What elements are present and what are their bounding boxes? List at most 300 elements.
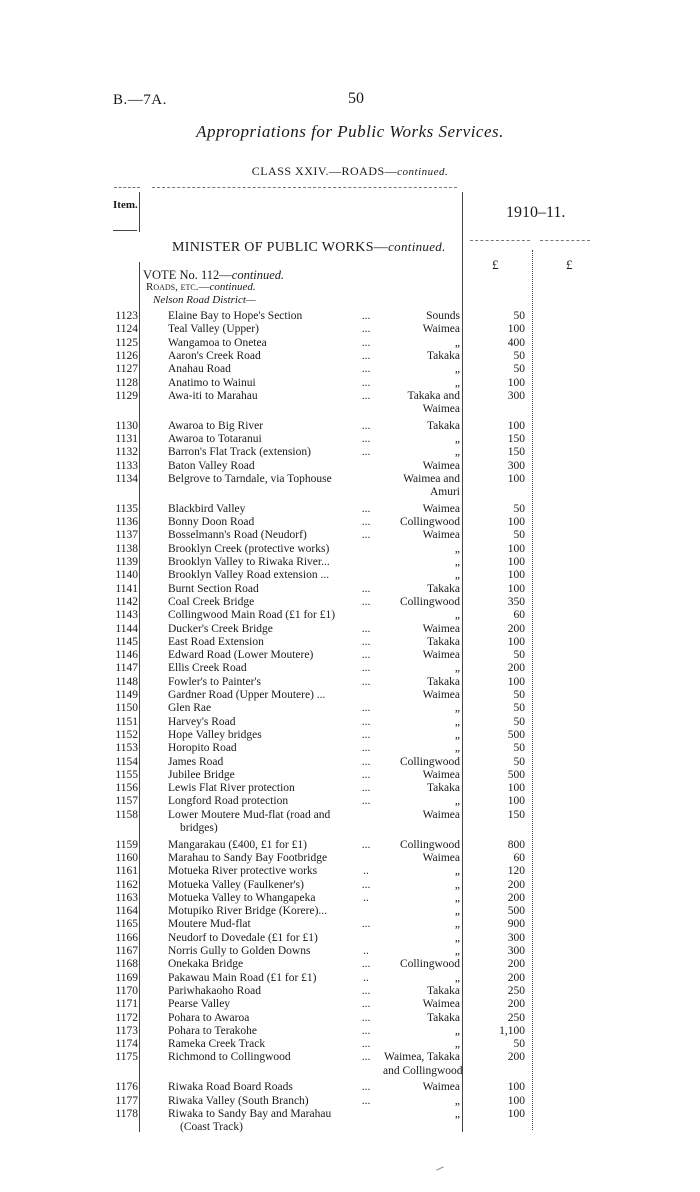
item-description: Pearse Valley <box>168 998 231 1011</box>
item-number: 1156 <box>115 782 138 795</box>
table-row <box>0 529 700 542</box>
district-name: „ <box>454 376 460 389</box>
amount: 50 <box>513 310 525 322</box>
amount: 200 <box>507 891 525 904</box>
amount: 300 <box>507 931 525 944</box>
district-name: „ <box>454 1024 460 1037</box>
leader-dots: ... <box>361 446 371 459</box>
district-name: „ <box>454 878 460 891</box>
item-description: Motueka River protective works <box>168 865 318 878</box>
amount: 50 <box>513 649 525 662</box>
amount: 100 <box>507 516 525 529</box>
district-name: „ <box>454 1108 460 1120</box>
leader-dots: ... <box>361 728 371 741</box>
district-name: „ <box>454 931 460 944</box>
item-description: Fowler's to Painter's <box>168 675 261 688</box>
item-description-continued: bridges) <box>180 822 218 835</box>
district-name: „ <box>454 336 460 349</box>
amount: 100 <box>507 782 525 795</box>
item-number: 1130 <box>115 419 138 432</box>
table-row <box>0 596 700 609</box>
amount: 100 <box>507 556 525 569</box>
leader-dots: ... <box>361 336 371 349</box>
class-heading-cont: continued. <box>397 166 449 178</box>
amount: 300 <box>507 945 525 958</box>
item-description: Pariwhakaoho Road <box>168 984 261 997</box>
item-number: 1163 <box>115 891 138 904</box>
district-name: Collingwood <box>399 516 460 529</box>
item-description: Motueka Valley to Whangapeka <box>168 891 316 904</box>
amount: 300 <box>507 389 525 402</box>
pound-symbol-2: £ <box>566 257 573 272</box>
table-row <box>0 809 700 822</box>
item-description: Pohara to Terakohe <box>168 1024 258 1037</box>
item-description: Awaroa to Big River <box>168 419 264 432</box>
leader-dots: ... <box>361 635 371 648</box>
item-description: East Road Extension <box>168 635 264 648</box>
district-name: Waimea, Takaka <box>384 1051 460 1064</box>
year-column-header: 1910–11. <box>506 204 566 221</box>
table-row <box>0 985 700 998</box>
amount: 200 <box>507 622 525 635</box>
item-number: 1126 <box>115 349 138 362</box>
item-description: Motueka Valley (Faulkener's) <box>168 878 304 891</box>
leader-dots: ... <box>361 1081 371 1094</box>
table-row <box>0 839 700 852</box>
item-number: 1164 <box>115 905 138 918</box>
item-description: Lewis Flat River protection <box>168 782 295 795</box>
item-description: Lower Moutere Mud-flat (road and <box>168 808 331 821</box>
item-column-header: Item. <box>113 199 138 211</box>
table-row <box>0 473 700 486</box>
pound-symbol-1: £ <box>492 257 499 272</box>
leader-dots: ... <box>361 363 371 376</box>
district-name: „ <box>454 918 460 931</box>
item-description: Awa-iti to Marahau <box>168 389 258 402</box>
item-number: 1138 <box>115 542 138 555</box>
item-number: 1127 <box>115 363 138 376</box>
item-description: Barron's Flat Track (extension) <box>168 446 311 459</box>
item-number: 1131 <box>115 433 138 446</box>
district-heading: Nelson Road District— <box>153 294 256 306</box>
roads-heading-text: Roads, etc.— <box>146 281 210 293</box>
table-row <box>0 782 700 795</box>
item-description: Horopito Road <box>168 742 237 755</box>
table-row <box>0 446 700 459</box>
leader-dots: ... <box>361 998 371 1011</box>
amount: 50 <box>513 742 525 755</box>
year-rule <box>470 240 530 241</box>
district-name: Waimea <box>422 851 460 864</box>
district-name: Collingwood <box>399 958 460 971</box>
item-description: Riwaka Road Board Roads <box>168 1081 293 1094</box>
item-number: 1137 <box>115 529 138 542</box>
leader-dots: ... <box>361 1094 371 1107</box>
district-name-continued: Amuri <box>429 486 460 499</box>
table-row <box>0 363 700 376</box>
leader-dots: ... <box>361 742 371 755</box>
amount: 100 <box>507 582 525 595</box>
item-description: Brooklyn Valley to Riwaka River... <box>168 556 330 569</box>
item-description: Blackbird Valley <box>168 502 246 515</box>
amount: 1,100 <box>499 1024 525 1037</box>
item-number: 1160 <box>115 851 138 864</box>
item-description: Ellis Creek Road <box>168 662 247 675</box>
item-description: Moutere Mud-flat <box>168 918 251 931</box>
leader-dots: ... <box>361 715 371 728</box>
item-number: 1150 <box>115 702 138 715</box>
district-name: Waimea <box>422 808 460 821</box>
table-row <box>0 918 700 931</box>
district-name: „ <box>454 1038 460 1051</box>
roads-heading <box>146 281 256 293</box>
district-name: „ <box>454 728 460 741</box>
item-number: 1167 <box>115 945 138 958</box>
item-description-continued: (Coast Track) <box>180 1121 243 1134</box>
district-name: Takaka <box>426 635 460 648</box>
item-number: 1129 <box>115 389 138 402</box>
item-description: Coal Creek Bridge <box>168 595 255 608</box>
leader-dots: ... <box>361 918 371 931</box>
page-number: 50 <box>348 90 364 107</box>
item-number: 1155 <box>115 768 138 781</box>
amount: 100 <box>507 1094 525 1107</box>
district-name: Waimea <box>422 323 460 336</box>
amount: 150 <box>507 808 525 821</box>
table-row <box>0 609 700 622</box>
item-number: 1133 <box>115 459 138 472</box>
item-number: 1165 <box>115 918 138 931</box>
item-description: Richmond to Collingwood <box>168 1051 291 1064</box>
item-number: 1153 <box>115 742 138 755</box>
leader-dots: .. <box>363 865 369 878</box>
leader-dots: ... <box>361 958 371 971</box>
amount: 100 <box>507 323 525 336</box>
table-row <box>0 1095 700 1108</box>
item-number: 1157 <box>115 795 138 808</box>
header-rule-left <box>114 187 140 188</box>
item-number: 1176 <box>115 1081 138 1094</box>
amount: 100 <box>507 542 525 555</box>
amount: 120 <box>507 865 525 878</box>
district-name-continued: Waimea <box>422 403 460 416</box>
leader-dots: ... <box>361 675 371 688</box>
table-row-continuation <box>0 403 700 416</box>
leader-dots: ... <box>361 310 371 322</box>
item-number: 1147 <box>115 662 138 675</box>
district-name: Waimea <box>422 768 460 781</box>
item-number: 1132 <box>115 446 138 459</box>
table-row <box>0 756 700 769</box>
item-number: 1146 <box>115 649 138 662</box>
item-number: 1135 <box>115 502 138 515</box>
amount: 100 <box>507 795 525 808</box>
leader-dots: .. <box>363 891 369 904</box>
vote-heading-text: VOTE No. 112— <box>143 268 232 282</box>
amount: 200 <box>507 662 525 675</box>
amount: 50 <box>513 1038 525 1051</box>
district-name: „ <box>454 569 460 582</box>
item-number: 1145 <box>115 635 138 648</box>
item-description: Belgrove to Tarndale, via Tophouse <box>168 472 332 485</box>
class-heading <box>0 164 700 179</box>
table-row <box>0 433 700 446</box>
district-name: Takaka <box>426 782 460 795</box>
amount: 50 <box>513 702 525 715</box>
table-row <box>0 503 700 516</box>
leader-dots: ... <box>361 1024 371 1037</box>
item-column-rule-top <box>139 192 140 232</box>
item-description: Longford Road protection <box>168 795 289 808</box>
table-row <box>0 1051 700 1064</box>
amount: 200 <box>507 958 525 971</box>
leader-dots: ... <box>361 662 371 675</box>
district-name: Collingwood <box>399 755 460 768</box>
item-number: 1149 <box>115 689 138 702</box>
roads-heading-cont: continued. <box>209 281 256 293</box>
district-name: „ <box>454 702 460 715</box>
table-row <box>0 905 700 918</box>
item-number: 1148 <box>115 675 138 688</box>
item-description: Burnt Section Road <box>168 582 259 595</box>
table-row <box>0 390 700 403</box>
item-description: Wangamoa to Onetea <box>168 336 267 349</box>
amount: 400 <box>507 336 525 349</box>
item-description: Aaron's Creek Road <box>168 349 261 362</box>
district-name: Waimea <box>422 998 460 1011</box>
amount: 100 <box>507 419 525 432</box>
page-mark <box>436 1166 444 1170</box>
table-row <box>0 1108 700 1121</box>
item-description: Marahau to Sandy Bay Footbridge <box>168 851 328 864</box>
header-rule-mid <box>152 187 457 188</box>
table-row-continuation <box>0 1121 700 1134</box>
item-description: Motupiko River Bridge (Korere)... <box>168 905 328 918</box>
district-name: Waimea <box>422 649 460 662</box>
leader-dots: ... <box>361 838 371 851</box>
district-name: „ <box>454 1094 460 1107</box>
item-description: Mangarakau (£400, £1 for £1) <box>168 838 307 851</box>
item-description: Rameka Creek Track <box>168 1038 266 1051</box>
item-number: 1177 <box>115 1094 138 1107</box>
leader-dots: ... <box>361 389 371 402</box>
table-row-continuation <box>0 486 700 499</box>
item-number: 1128 <box>115 376 138 389</box>
district-name: „ <box>454 795 460 808</box>
district-name: Waimea and <box>403 472 460 485</box>
item-number: 1151 <box>115 715 138 728</box>
year-rule-right <box>540 240 590 241</box>
amount: 50 <box>513 755 525 768</box>
table-row <box>0 636 700 649</box>
table-row-continuation <box>0 1065 700 1078</box>
item-description: Bonny Doon Road <box>168 516 255 529</box>
amount: 800 <box>507 838 525 851</box>
amount: 60 <box>513 851 525 864</box>
amount: 900 <box>507 918 525 931</box>
amount: 100 <box>507 1081 525 1094</box>
table-row <box>0 662 700 675</box>
item-description: Neudorf to Dovedale (£1 for £1) <box>168 931 318 944</box>
item-description: Bosselmann's Road (Neudorf) <box>168 529 307 542</box>
item-number: 1162 <box>115 878 138 891</box>
amount: 500 <box>507 905 525 918</box>
item-description: Brooklyn Valley Road extension ... <box>168 569 330 582</box>
amount: 200 <box>507 1051 525 1064</box>
item-number: 1124 <box>115 323 138 336</box>
leader-dots: .. <box>363 971 369 984</box>
amount: 100 <box>507 472 525 485</box>
leader-dots: ... <box>361 622 371 635</box>
leader-dots: ... <box>361 376 371 389</box>
amount: 100 <box>507 635 525 648</box>
item-description: Awaroa to Totaranui <box>168 433 262 446</box>
leader-dots: ... <box>361 419 371 432</box>
leader-dots: .. <box>363 945 369 958</box>
item-description: Riwaka to Sandy Bay and Marahau <box>168 1108 332 1120</box>
item-description: Harvey's Road <box>168 715 236 728</box>
item-description: Glen Rae <box>168 702 212 715</box>
table-row <box>0 556 700 569</box>
amount: 350 <box>507 595 525 608</box>
amount: 300 <box>507 459 525 472</box>
district-name: „ <box>454 715 460 728</box>
table-row <box>0 569 700 582</box>
item-description: Anahau Road <box>168 363 231 376</box>
leader-dots: ... <box>361 529 371 542</box>
table-row-continuation <box>0 822 700 835</box>
table-row <box>0 958 700 971</box>
table-row <box>0 879 700 892</box>
ministry-heading <box>172 239 446 256</box>
report-reference: B.—7A. <box>113 92 167 108</box>
item-number: 1158 <box>115 808 138 821</box>
item-number: 1171 <box>115 998 138 1011</box>
item-number: 1139 <box>115 556 138 569</box>
district-name: „ <box>454 865 460 878</box>
table-row <box>0 323 700 336</box>
leader-dots: ... <box>361 502 371 515</box>
item-number: 1141 <box>115 582 138 595</box>
table-row <box>0 1081 700 1094</box>
district-name: Takaka <box>426 582 460 595</box>
leader-dots: ... <box>361 433 371 446</box>
item-number: 1134 <box>115 472 138 485</box>
district-name: Waimea <box>422 459 460 472</box>
amount: 200 <box>507 998 525 1011</box>
item-number: 1140 <box>115 569 138 582</box>
item-number: 1174 <box>115 1038 138 1051</box>
leader-dots: ... <box>361 323 371 336</box>
table-row <box>0 377 700 390</box>
item-description: Riwaka Valley (South Branch) <box>168 1094 309 1107</box>
district-name-continued: and Collingwood <box>383 1064 463 1077</box>
item-description: Norris Gully to Golden Downs <box>168 945 311 958</box>
leader-dots: ... <box>361 795 371 808</box>
amount: 150 <box>507 446 525 459</box>
district-name: „ <box>454 363 460 376</box>
ministry-heading-cont: continued. <box>388 239 446 254</box>
item-number: 1173 <box>115 1024 138 1037</box>
district-name: Takaka <box>426 1011 460 1024</box>
item-number: 1144 <box>115 622 138 635</box>
table-row <box>0 420 700 433</box>
leader-dots: ... <box>361 878 371 891</box>
amount: 500 <box>507 768 525 781</box>
amount: 50 <box>513 502 525 515</box>
leader-dots: ... <box>361 1038 371 1051</box>
item-description: Anatimo to Wainui <box>168 376 256 389</box>
district-name: Takaka <box>426 349 460 362</box>
district-name: Takaka <box>426 419 460 432</box>
district-name: „ <box>454 446 460 459</box>
district-name: „ <box>454 945 460 958</box>
amount: 100 <box>507 569 525 582</box>
district-name: Collingwood <box>399 838 460 851</box>
amount: 150 <box>507 433 525 446</box>
item-number: 1152 <box>115 728 138 741</box>
district-name: „ <box>454 556 460 569</box>
table-row <box>0 852 700 865</box>
item-description: Ducker's Creek Bridge <box>168 622 273 635</box>
table-row <box>0 769 700 782</box>
item-description: Pakawau Main Road (£1 for £1) <box>168 971 317 984</box>
district-name: Takaka <box>426 984 460 997</box>
leader-dots: ... <box>361 782 371 795</box>
leader-dots: ... <box>361 984 371 997</box>
item-description: Onekaka Bridge <box>168 958 244 971</box>
item-number: 1178 <box>115 1108 138 1120</box>
amount: 100 <box>507 675 525 688</box>
table-row <box>0 543 700 556</box>
table-row <box>0 583 700 596</box>
item-number: 1123 <box>115 310 138 322</box>
table-row <box>0 742 700 755</box>
leader-dots: ... <box>361 768 371 781</box>
amount: 500 <box>507 728 525 741</box>
district-name: „ <box>454 609 460 622</box>
table-row <box>0 795 700 808</box>
district-name: „ <box>454 905 460 918</box>
amount: 50 <box>513 349 525 362</box>
district-name: Sounds <box>426 310 460 322</box>
amount: 200 <box>507 971 525 984</box>
district-name: Takaka and <box>407 389 460 402</box>
class-heading-text: CLASS XXIV.—ROADS— <box>251 164 398 178</box>
table-row <box>0 1038 700 1051</box>
table-row <box>0 729 700 742</box>
leader-dots: ... <box>361 582 371 595</box>
table-row <box>0 337 700 350</box>
district-name: „ <box>454 662 460 675</box>
district-name: „ <box>454 742 460 755</box>
amount: 100 <box>507 1108 525 1120</box>
item-description: Gardner Road (Upper Moutere) ... <box>168 689 326 702</box>
item-description: James Road <box>168 755 224 768</box>
item-number: 1125 <box>115 336 138 349</box>
item-number: 1143 <box>115 609 138 622</box>
item-header-rule <box>113 230 137 231</box>
amount: 200 <box>507 878 525 891</box>
table-row <box>0 310 700 323</box>
table-row <box>0 1012 700 1025</box>
table-row <box>0 702 700 715</box>
amount: 100 <box>507 376 525 389</box>
district-name: „ <box>454 433 460 446</box>
table-row <box>0 972 700 985</box>
district-name: „ <box>454 542 460 555</box>
table-row <box>0 1025 700 1038</box>
